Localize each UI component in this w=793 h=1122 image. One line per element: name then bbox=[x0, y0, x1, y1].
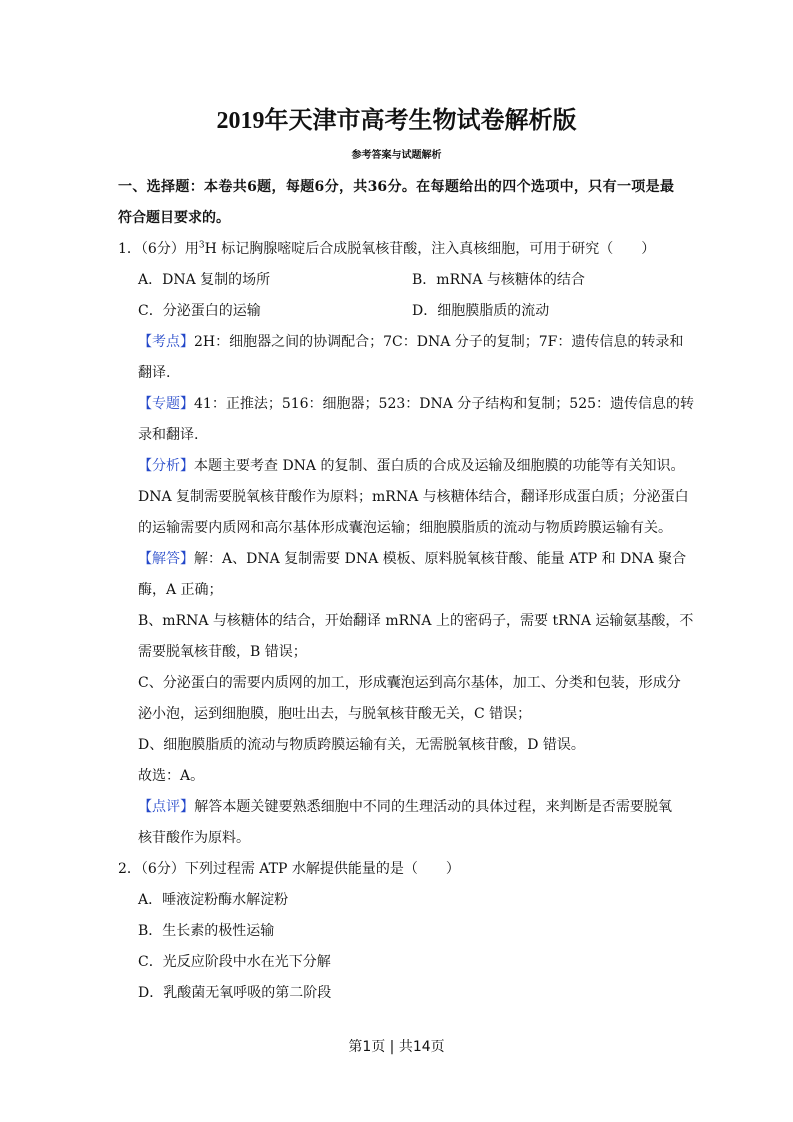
q1-stem-rest: H 标记胸腺嘧啶后合成脱氧核苷酸，注入真核细胞，可用于研究（ ） bbox=[204, 241, 656, 257]
jieda-text: 解：A、DNA 复制需要 DNA 模板、原料脱氧核苷酸、能量 ATP 和 DNA 聚合 bbox=[194, 551, 687, 567]
jieda-line-2: 酶，A 正确； bbox=[138, 582, 223, 598]
q1-prefix: 1．（6分）用 bbox=[118, 241, 199, 257]
jieda-line-5: C、分泌蛋白的需要内质网的加工，形成囊泡运到高尔基体，加工、分类和包装，形成分 bbox=[138, 675, 681, 691]
q1-options-row-2 bbox=[138, 296, 793, 327]
fenxi-line-2: DNA 复制需要脱氧核苷酸作为原料；mRNA 与核糖体结合，翻译形成蛋白质；分泌蛋白 bbox=[138, 489, 689, 505]
zhuanti-text: 41：正推法；516：细胞器；523：DNA 分子结构和复制；525：遗传信息的转 bbox=[194, 396, 695, 412]
question-2-stem: 2．（6分）下列过程需 ATP 水解提供能量的是（ ） bbox=[118, 861, 460, 877]
zhuanti-line bbox=[138, 389, 695, 420]
document-title: 2019年天津市高考生物试卷解析版 bbox=[216, 108, 577, 134]
kaodian-tag: 【考点】 bbox=[138, 334, 194, 350]
section-heading: 一、选择题：本卷共6题，每题6分，共36分。在每题给出的四个选项中，只有一项是最 bbox=[118, 179, 674, 195]
q1-option-a: A．DNA 复制的场所 bbox=[138, 272, 271, 288]
q2-option-a: A．唾液淀粉酶水解淀粉 bbox=[138, 892, 289, 908]
q1-option-c: C．分泌蛋白的运输 bbox=[138, 303, 261, 319]
q1-option-b: B．mRNA 与核糖体的结合 bbox=[412, 272, 585, 288]
kaodian-line-2: 翻译. bbox=[138, 365, 171, 381]
q1-option-d: D．细胞膜脂质的流动 bbox=[412, 303, 550, 319]
jieda-line-3: B、mRNA 与核糖体的结合，开始翻译 mRNA 上的密码子，需要 tRNA 运输氨基酸，不 bbox=[138, 613, 694, 629]
zhuanti-tag: 【专题】 bbox=[138, 396, 194, 412]
document-body bbox=[0, 172, 793, 1009]
q2-option-d: D．乳酸菌无氧呼吸的第二阶段 bbox=[138, 985, 332, 1001]
q1-superscript: 3 bbox=[198, 240, 205, 251]
dianping-line bbox=[138, 792, 672, 823]
section-heading-cont: 符合题目要求的。 bbox=[118, 210, 230, 226]
dianping-line-2: 核苷酸作为原料。 bbox=[138, 830, 250, 846]
dianping-tag: 【点评】 bbox=[138, 799, 195, 815]
document-subtitle: 参考答案与试题解析 bbox=[351, 150, 442, 161]
q2-option-c: C．光反应阶段中水在光下分解 bbox=[138, 954, 331, 970]
page-footer: 第1页 | 共14页 bbox=[348, 1039, 445, 1055]
jieda-line-7: D、细胞膜脂质的流动与物质跨膜运输有关，无需脱氧核苷酸，D 错误。 bbox=[138, 737, 585, 753]
kaodian-line bbox=[138, 327, 684, 358]
jieda-tag: 【解答】 bbox=[138, 551, 194, 567]
fenxi-text: 本题主要考查 DNA 的复制、蛋白质的合成及运输及细胞膜的功能等有关知识。 bbox=[194, 458, 685, 474]
jieda-line bbox=[138, 544, 687, 575]
dianping-text: 解答本题关键要熟悉细胞中不同的生理活动的具体过程，来判断是否需要脱氧 bbox=[194, 799, 673, 815]
question-1-stem bbox=[118, 234, 674, 265]
q1-options-row-1 bbox=[138, 265, 793, 296]
q2-option-b: B．生长素的极性运输 bbox=[138, 923, 275, 939]
jieda-line-4: 需要脱氧核苷酸，B 错误； bbox=[138, 644, 307, 660]
fenxi-line-3: 的运输需要内质网和高尔基体形成囊泡运输；细胞膜脂质的流动与物质跨膜运输有关。 bbox=[138, 520, 672, 536]
fenxi-line bbox=[138, 451, 685, 482]
fenxi-tag: 【分析】 bbox=[138, 458, 194, 474]
zhuanti-line-2: 录和翻译. bbox=[138, 427, 199, 443]
jieda-answer: 故选：A。 bbox=[138, 768, 205, 784]
jieda-line-6: 泌小泡，运到细胞膜，胞吐出去，与脱氧核苷酸无关，C 错误； bbox=[138, 706, 532, 722]
kaodian-text: 2H：细胞器之间的协调配合；7C：DNA 分子的复制；7F：遗传信息的转录和 bbox=[194, 334, 684, 350]
